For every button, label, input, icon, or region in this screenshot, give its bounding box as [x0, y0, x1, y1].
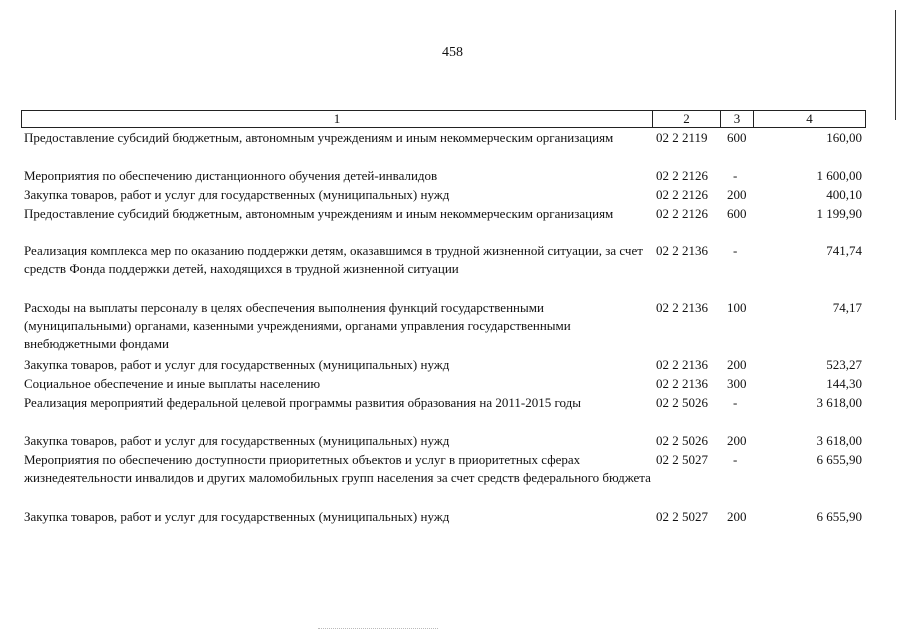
row-expense-type: 300 [727, 376, 747, 391]
row-description: Социальное обеспечение и иные выплаты населению [24, 376, 321, 391]
row-code: 02 2 2136 [656, 243, 708, 258]
row-code: 02 2 2136 [656, 300, 708, 315]
row-expense-type: - [733, 243, 738, 258]
row-expense-type: 200 [727, 357, 747, 372]
row-code: 02 2 2119 [656, 130, 708, 145]
row-expense-type: 600 [727, 130, 747, 145]
row-expense-type: 200 [727, 509, 747, 524]
row-description: Реализация комплекса мер по оказанию поддержки детям, оказавшимся в трудной жизненной ситуации, за счет средств Фонда поддержки детей, находящихся в трудной жизненной ситуации [24, 243, 643, 276]
row-amount: 74,17 [832, 300, 862, 315]
row-expense-type: 200 [727, 187, 747, 202]
row-code: 02 2 5026 [656, 433, 708, 448]
row-amount: 1 199,90 [816, 206, 862, 221]
row-code: 02 2 2126 [656, 168, 708, 183]
row-expense-type: 200 [727, 433, 747, 448]
row-amount: 1 600,00 [816, 168, 862, 183]
row-amount: 400,10 [826, 187, 862, 202]
row-code: 02 2 2136 [656, 376, 708, 391]
row-amount: 523,27 [826, 357, 862, 372]
row-code: 02 2 5027 [656, 509, 708, 524]
header-col-3: 3 [720, 111, 753, 127]
row-code: 02 2 2126 [656, 206, 708, 221]
row-description: Предоставление субсидий бюджетным, автономным учреждениям и иным некоммерческим организациям [24, 130, 614, 145]
row-description: Закупка товаров, работ и услуг для государственных (муниципальных) нужд [24, 187, 450, 202]
row-description: Мероприятия по обеспечению дистанционного обучения детей-инвалидов [24, 168, 438, 183]
row-code: 02 2 5026 [656, 395, 708, 410]
row-description: Реализация мероприятий федеральной целевой программы развития образования на 2011-2015 годы [24, 395, 581, 410]
row-amount: 144,30 [826, 376, 862, 391]
row-expense-type: - [733, 452, 738, 467]
row-description: Расходы на выплаты персоналу в целях обеспечения выполнения функций государственными (муниципальными) органами, казенными учреждениями, органами управления государственными внебюджетными фондами [24, 300, 571, 351]
row-code: 02 2 5027 [656, 452, 708, 467]
row-code: 02 2 2126 [656, 187, 708, 202]
row-amount: 6 655,90 [816, 509, 862, 524]
row-description: Закупка товаров, работ и услуг для государственных (муниципальных) нужд [24, 357, 450, 372]
row-expense-type: - [733, 168, 738, 183]
row-amount: 160,00 [826, 130, 862, 145]
row-expense-type: 100 [727, 300, 747, 315]
row-amount: 3 618,00 [816, 395, 862, 410]
row-amount: 741,74 [826, 243, 862, 258]
row-code: 02 2 2136 [656, 357, 708, 372]
row-expense-type: 600 [727, 206, 747, 221]
page-number: 458 [442, 45, 463, 60]
table-header [21, 110, 866, 128]
row-expense-type: - [733, 395, 738, 410]
row-description: Закупка товаров, работ и услуг для государственных (муниципальных) нужд [24, 509, 450, 524]
row-description: Предоставление субсидий бюджетным, автономным учреждениям и иным некоммерческим организациям [24, 206, 614, 221]
header-col-2: 2 [652, 111, 720, 127]
scan-artifact [318, 628, 438, 631]
row-amount: 3 618,00 [816, 433, 862, 448]
row-description: Закупка товаров, работ и услуг для государственных (муниципальных) нужд [24, 433, 450, 448]
row-description: Мероприятия по обеспечению доступности приоритетных объектов и услуг в приоритетных сферах жизнедеятельности инвалидов и других маломобильных групп населения за счет средств федерального бюджета [24, 452, 651, 485]
header-col-4: 4 [753, 111, 865, 127]
row-amount: 6 655,90 [816, 452, 862, 467]
header-col-1: 1 [333, 111, 341, 126]
margin-rule [895, 10, 896, 120]
